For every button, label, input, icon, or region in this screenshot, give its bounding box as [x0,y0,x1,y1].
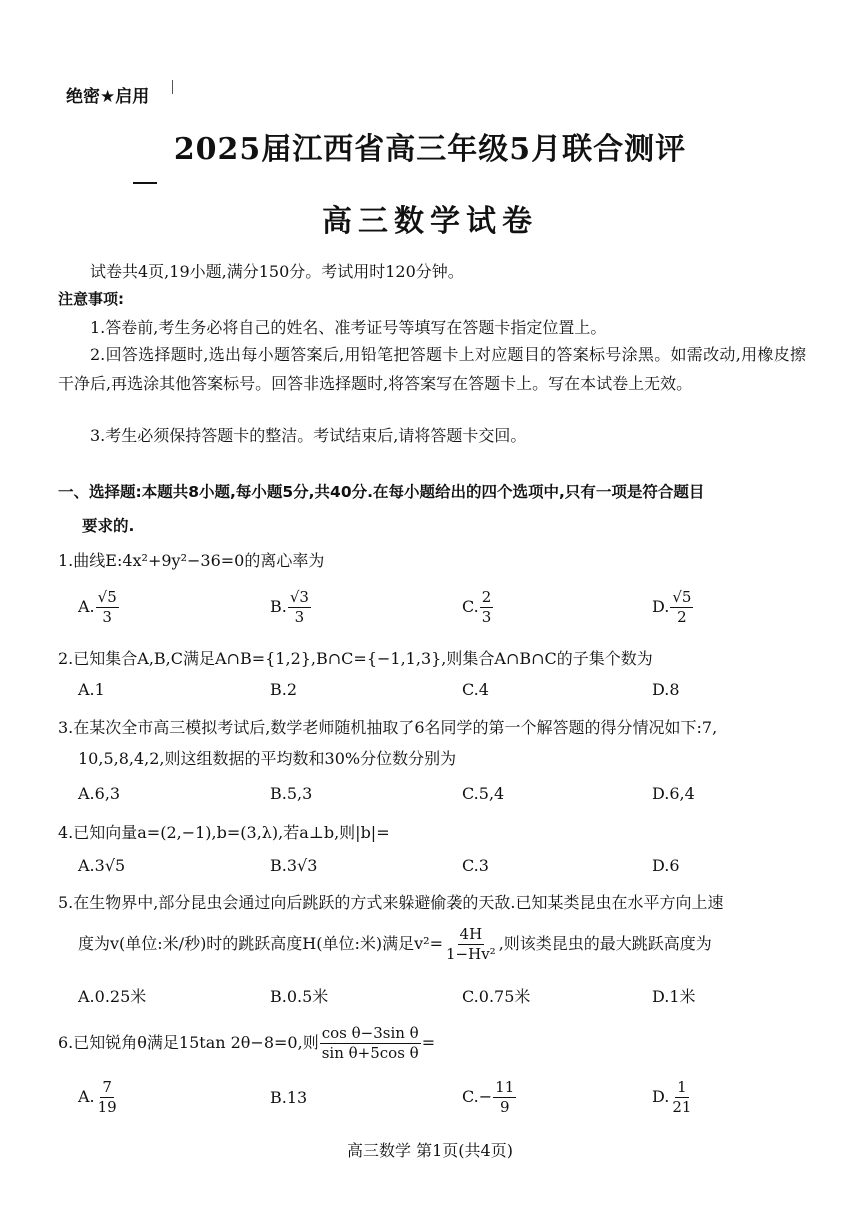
notice-title: 注意事项: [58,290,124,308]
exam-title: 2025届江西省高三年级5月联合测评 [173,132,687,167]
question-5-option-d[interactable]: D.1米 [652,987,696,1006]
section-heading-cont: 要求的. [82,517,135,535]
scan-mark [172,80,173,94]
question-5-option-b[interactable]: B.0.5米 [270,987,329,1006]
question-5-option-a[interactable]: A.0.25米 [78,987,147,1006]
question-3-option-c[interactable]: C.5,4 [462,784,505,803]
question-1-option-d[interactable]: D. $\frac{√5}{2}$ [652,588,692,626]
section-heading: 一、选择题:本题共8小题,每小题5分,共40分.在每小题给出的四个选项中,只有一项是符合题目 [58,483,705,501]
question-6-option-b[interactable]: B.13 [270,1088,308,1107]
question-4-option-d[interactable]: D.6 [652,856,680,875]
question-2-option-b[interactable]: B.2 [270,680,298,699]
question-1-option-b[interactable]: B. $\frac{√3}{3}$ [270,588,309,626]
question-6-option-d[interactable]: D. $\frac{1}{21}$ [652,1078,692,1116]
notice-item: 3.考生必须保持答题卡的整洁。考试结束后,请将答题卡交回。 [90,426,527,445]
question-2-stem: 2.已知集合A,B,C满足A∩B={1,2},B∩C={−1,1,3},则集合A∩B∩C的子集个数为 [58,649,653,668]
notice-item: 1.答卷前,考生务必将自己的姓名、准考证号等填写在答题卡指定位置上。 [90,318,607,337]
exam-intro: 试卷共4页,19小题,满分150分。考试用时120分钟。 [90,262,464,281]
page-footer: 高三数学 第1页(共4页) [347,1141,513,1160]
question-6-option-a[interactable]: A. $\frac{7}{19}$ [78,1078,117,1116]
question-4-option-b[interactable]: B.3√3 [270,856,318,875]
question-2-option-c[interactable]: C.4 [462,680,489,699]
question-3-stem: 3.在某次全市高三模拟考试后,数学老师随机抽取了6名同学的第一个解答题的得分情况如下:7, [58,718,718,737]
question-1-stem: 1.曲线E:4x²+9y²−36=0的离心率为 [58,551,325,570]
question-4-option-a[interactable]: A.3√5 [78,856,126,875]
exam-subtitle: 高三数学试卷 [322,204,538,239]
question-5-stem-cont: 度为v(单位:米/秒)时的跳跃高度H(单位:米)满足v²= $\frac{4H}{\text{1−Hv²}}$ ,则该类昆虫的最大跳跃高度为 [78,925,712,963]
question-1-option-c[interactable]: C. $\frac{2}{3}$ [462,588,492,626]
question-3-stem-cont: 10,5,8,4,2,则这组数据的平均数和30%分位数分别为 [78,749,457,768]
question-5-stem: 5.在生物界中,部分昆虫会通过向后跳跃的方式来躲避偷袭的天敌.已知某类昆虫在水平方向上速 [58,893,724,912]
divider-mark [133,182,157,184]
question-2-option-d[interactable]: D.8 [652,680,680,699]
question-1-option-a[interactable]: A. $\frac{√5}{3}$ [78,588,117,626]
question-4-stem: 4.已知向量a=(2,−1),b=(3,λ),若a⊥b,则|b|= [58,823,390,842]
question-6-stem: 6.已知锐角θ满足15tan 2θ−8=0,则 $\frac{\text{cos θ−3sin θ}}{\text{sin θ+5cos θ}}$ = [58,1024,436,1062]
notice-item: 2.回答选择题时,选出每小题答案后,用铅笔把答题卡上对应题目的答案标号涂黑。如需改动,用橡皮擦干净后,再选涂其他答案标号。回答非选择题时,将答案写在答题卡上。写在本试卷上无效。 [58,345,806,393]
question-6-option-c[interactable]: C.− $\frac{11}{9}$ [462,1078,515,1116]
question-5-option-c[interactable]: C.0.75米 [462,987,531,1006]
question-2-option-a[interactable]: A.1 [78,680,105,699]
question-3-option-b[interactable]: B.5,3 [270,784,313,803]
question-3-option-d[interactable]: D.6,4 [652,784,695,803]
question-3-option-a[interactable]: A.6,3 [78,784,121,803]
question-4-option-c[interactable]: C.3 [462,856,489,875]
confidential-label: 绝密★启用 [66,87,150,107]
